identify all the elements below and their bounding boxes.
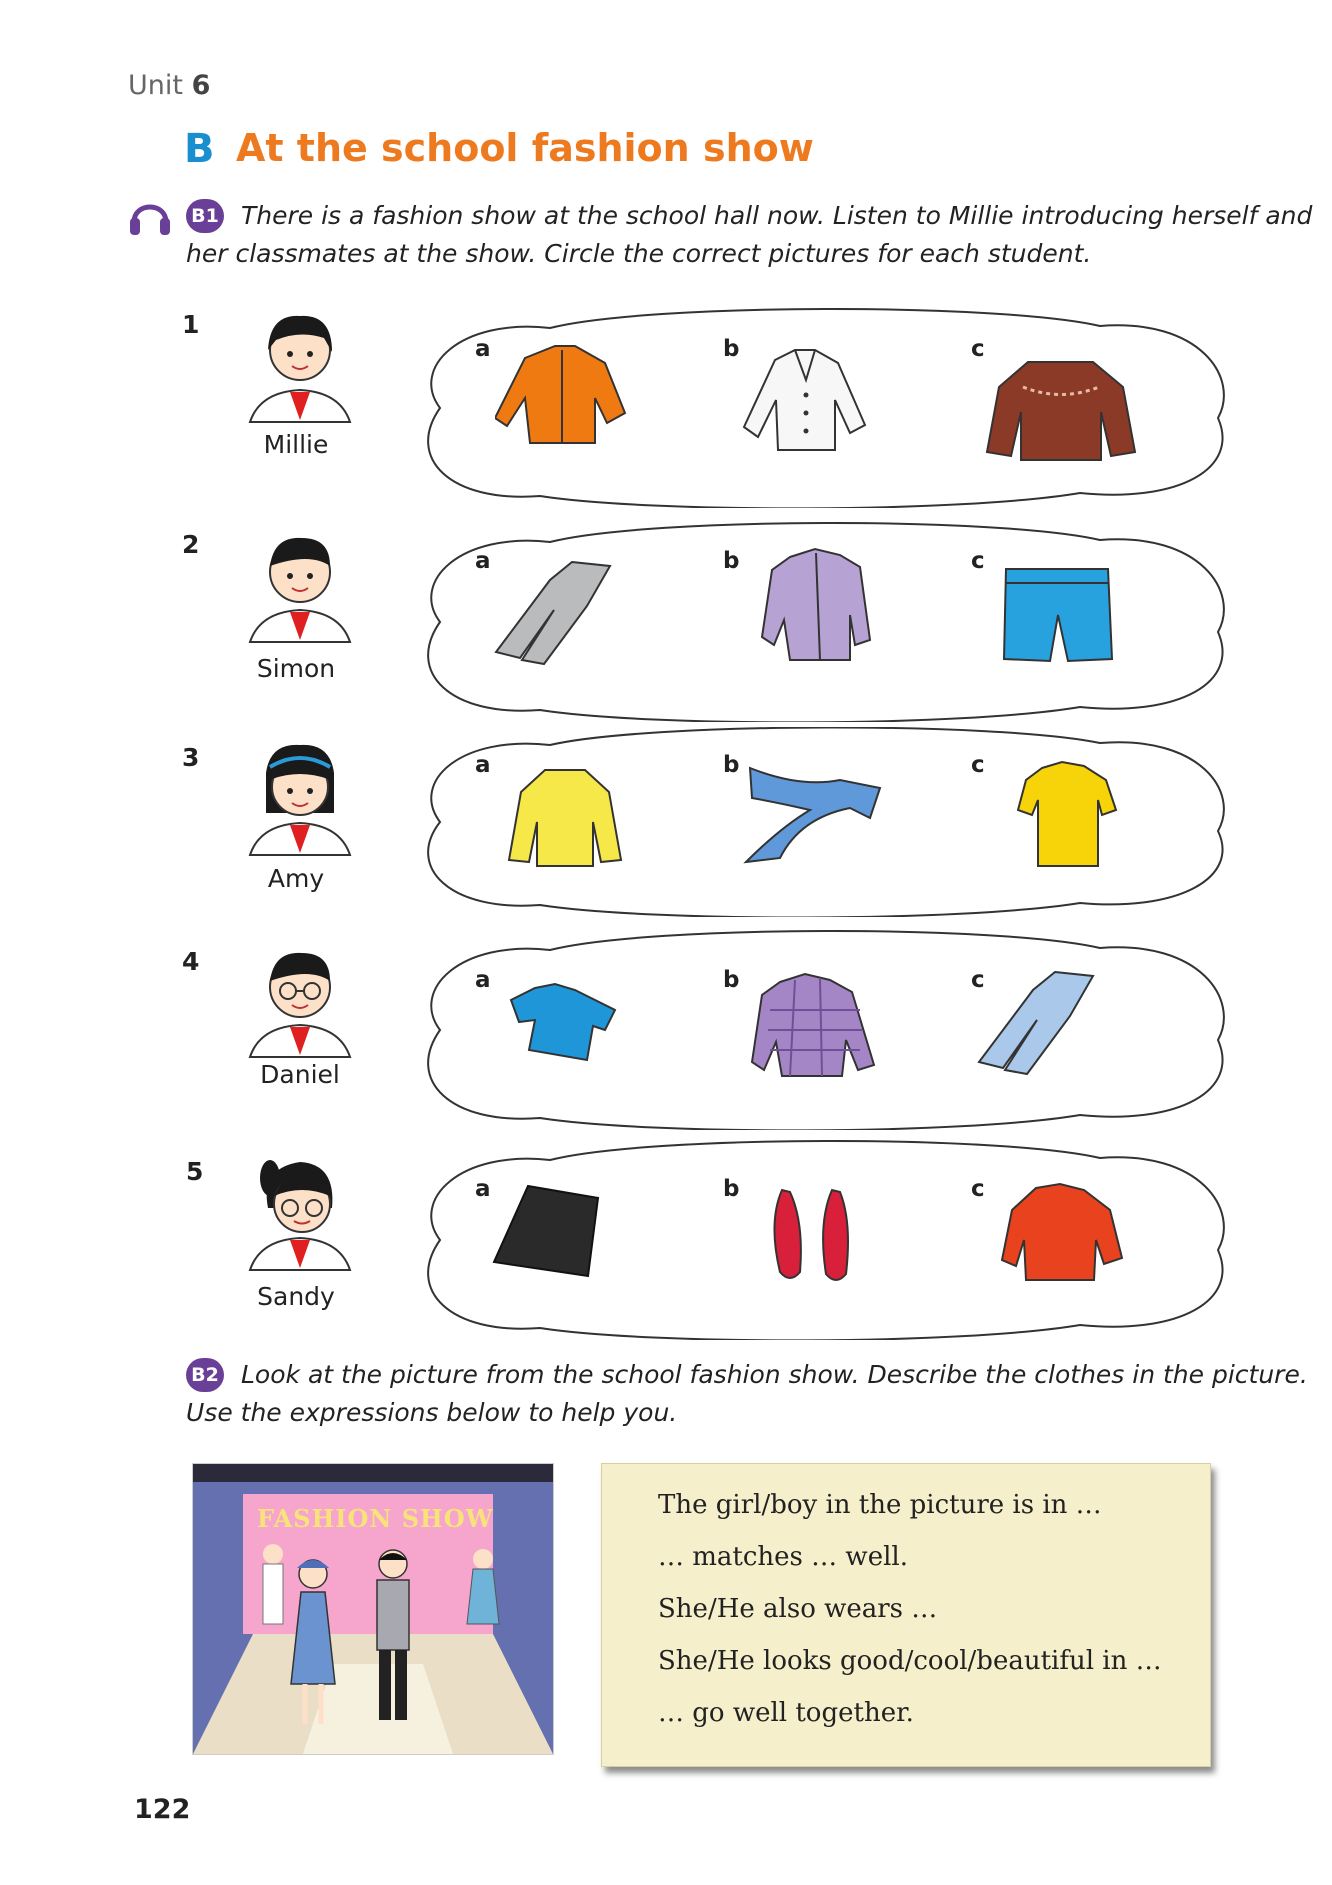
expression-item: The girl/boy in the picture is in …: [658, 1490, 1102, 1520]
student-number: 4: [182, 947, 200, 976]
expression-item: … matches … well.: [658, 1542, 908, 1572]
page-number: 122: [134, 1794, 191, 1825]
option-label-a[interactable]: a: [475, 752, 491, 778]
expression-item: She/He also wears …: [658, 1594, 938, 1624]
black-skirt-image[interactable]: [488, 1180, 603, 1280]
student-name: Simon: [256, 654, 336, 683]
yellow-sweater-image[interactable]: [505, 762, 625, 870]
option-label-c[interactable]: c: [971, 752, 985, 778]
student-avatar-amy: [240, 733, 360, 858]
student-name: Millie: [263, 430, 329, 459]
option-label-b[interactable]: b: [723, 967, 740, 993]
fashion-show-picture: [192, 1463, 554, 1755]
option-label-b[interactable]: b: [723, 336, 740, 362]
option-label-a[interactable]: a: [475, 336, 491, 362]
student-avatar-millie: [240, 300, 360, 425]
option-label-c[interactable]: c: [971, 1176, 985, 1202]
unit-label: [128, 70, 210, 101]
student-number: 5: [186, 1157, 204, 1186]
expression-item: … go well together.: [658, 1698, 914, 1728]
plaid-shirt-image[interactable]: [750, 970, 880, 1080]
section-title: At the school fashion show: [236, 126, 814, 170]
unit-number: 6: [191, 70, 211, 101]
blue-scarf-image[interactable]: [740, 758, 890, 868]
student-avatar-daniel: [240, 935, 360, 1060]
orange-jacket-image[interactable]: [495, 338, 630, 453]
section-letter: B: [184, 126, 215, 172]
student-avatar-sandy: [240, 1148, 360, 1273]
expressions-note: [601, 1463, 1211, 1767]
student-number: 1: [182, 310, 200, 339]
student-number: 3: [182, 743, 200, 772]
option-label-c[interactable]: c: [971, 336, 985, 362]
unit-word: Unit: [128, 70, 183, 101]
student-number: 2: [182, 530, 200, 559]
student-name: Daniel: [260, 1060, 340, 1089]
b1-instruction-line2: her classmates at the show. Circle the correct pictures for each student.: [186, 239, 1092, 268]
student-name: Sandy: [257, 1282, 335, 1311]
b2-instruction-line2: Use the expressions below to help you.: [186, 1398, 678, 1427]
b1-badge: B1: [186, 199, 224, 233]
red-shoes-image[interactable]: [760, 1182, 860, 1292]
option-label-a[interactable]: a: [475, 548, 491, 574]
expression-item: She/He looks good/cool/beautiful in …: [658, 1646, 1162, 1676]
blue-tshirt-image[interactable]: [505, 980, 620, 1065]
b2-instruction-line1: Look at the picture from the school fashion show. Describe the clothes in the picture.: [241, 1360, 1308, 1389]
blue-shorts-image[interactable]: [1000, 565, 1115, 665]
b2-badge: B2: [186, 1358, 224, 1392]
brown-sweater-image[interactable]: [983, 352, 1138, 464]
option-label-b[interactable]: b: [723, 752, 740, 778]
option-label-c[interactable]: c: [971, 967, 985, 993]
b1-instruction-line1: There is a fashion show at the school hall now. Listen to Millie introducing herself and: [241, 201, 1313, 230]
grey-trousers-image[interactable]: [492, 558, 617, 668]
yellow-blouse-image[interactable]: [1014, 760, 1119, 870]
white-blouse-image[interactable]: [740, 345, 870, 455]
fashion-show-sign: FASHION SHOW: [257, 1504, 494, 1533]
headphones-icon: [126, 194, 174, 238]
option-label-b[interactable]: b: [723, 1176, 740, 1202]
option-label-c[interactable]: c: [971, 548, 985, 574]
purple-shirt-image[interactable]: [760, 545, 880, 670]
student-name: Amy: [267, 864, 325, 893]
option-label-a[interactable]: a: [475, 967, 491, 993]
option-label-b[interactable]: b: [723, 548, 740, 574]
student-avatar-simon: [240, 520, 360, 645]
option-label-a[interactable]: a: [475, 1176, 491, 1202]
light-blue-jeans-image[interactable]: [975, 968, 1100, 1078]
red-blouse-image[interactable]: [1000, 1180, 1125, 1285]
